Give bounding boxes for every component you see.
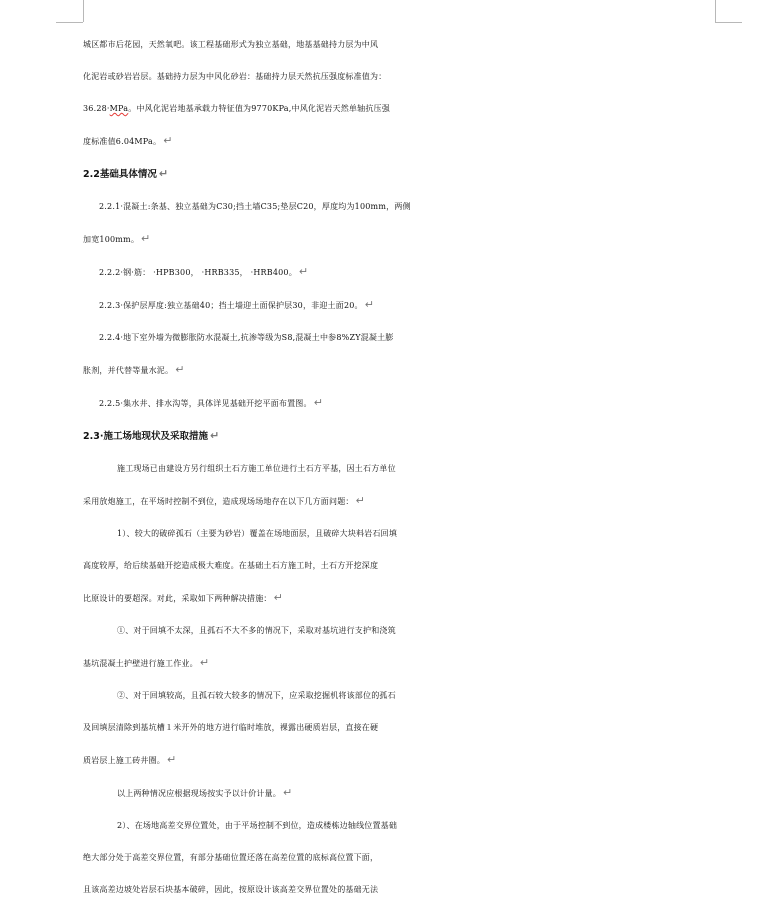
paragraph-mark: ↵ [355,494,366,507]
paragraph-mark: ↵ [364,298,375,311]
paragraph-mark: ↵ [209,429,220,442]
paragraph-mark: ↵ [283,786,293,799]
text-line: 质岩层上施工砖井圈。 ↵ [83,753,177,766]
paragraph-mark: ↵ [158,167,169,180]
paragraph-mark: ↵ [141,232,151,245]
text-line: 比原设计的要超深。对此，采取如下两种解决措施： ↵ [83,591,284,604]
paragraph-mark: ↵ [167,753,177,766]
text-line: 基坑混凝土护壁进行施工作业。 ↵ [83,656,210,669]
crop-mark [83,0,84,22]
text-line: 绝大部分处于高差交界位置，有部分基础位置还落在高差位置的底标高位置下面， [83,853,379,862]
section-heading: 2.3·施工场地现状及采取措施 ↵ [83,429,220,442]
text-line: 采用放炮施工，在平场时控制不到位，造成现场场地存在以下几方面问题： ↵ [83,494,366,507]
text-line: 加宽100mm。 ↵ [83,232,151,245]
text-line: 化泥岩或砂岩岩层。基础持力层为中风化砂岩：基础持力层天然抗压强度标准值为： [83,72,387,81]
paragraph-mark: ↵ [273,591,284,604]
text-line: 高度较厚，给后续基础开挖造成极大难度。在基础土石方施工时，土石方开挖深度 [83,561,379,570]
list-item: 2.2.5·集水井、排水沟等，具体详见基础开挖平面布置图。 ↵ [99,396,324,409]
text-line: 36.28·MPa。中风化泥岩地基承载力特征值为9770KPa,中风化泥岩天然单轴抗压强 [83,104,390,113]
crop-mark [715,0,716,22]
paragraph-mark: ↵ [175,363,185,376]
text-line: 及回填层清除到基坑槽１米开外的地方进行临时堆放，裸露出硬质岩层，直接在硬 [83,723,379,732]
crop-mark [715,22,742,23]
list-item: 2.2.2·钢·筋： ·HPB300， ·HRB335， ·HRB400。 ↵ [99,265,309,278]
text-line: 以上两种情况应根据现场按实予以计价计量。 ↵ [117,786,293,799]
text-line: ②、对于回填较高，且孤石较大较多的情况下，应采取挖掘机将该部位的孤石 [117,691,396,700]
text-line: 且该高差边坡处岩层石块基本破碎，因此，按原设计该高差交界位置处的基础无法 [83,885,379,894]
text-line: ①、对于回填不太深，且孤石不大不多的情况下，采取对基坑进行支护和浇筑 [117,626,396,635]
text-line: 施工现场已由建设方另行组织土石方施工单位进行土石方平基，因土石方单位 [117,464,396,473]
document-body[interactable] [83,29,723,906]
paragraph-mark: ↵ [298,265,309,278]
paragraph-mark: ↵ [199,656,210,669]
list-item: 2.2.4·地下室外墙为微膨胀防水混凝土,抗渗等级为S8,混凝土中参8%ZY混凝土膨 [99,333,394,342]
paragraph-mark: ↵ [163,134,173,147]
paragraph-mark: ↵ [313,396,324,409]
list-item: 2.2.3·保护层厚度:独立基础40；挡土墙迎土面保护层30，非迎土面20。 ↵ [99,298,375,311]
spellcheck-underline[interactable]: MPa [109,104,129,113]
text-line: 城区都市后花园，天然氧吧。该工程基础形式为独立基础，地基基础持力层为中风 [83,40,379,49]
text-line: 度标准值6.04MPa。 ↵ [83,134,173,147]
text-line: 胀剂，并代替等量水泥。 ↵ [83,363,185,376]
text-line: 2）、在场地高差交界位置处，由于平场控制不到位，造成楼栋边轴线位置基础 [117,821,398,830]
section-heading: 2.2基础具体情况 ↵ [83,167,169,180]
crop-mark [56,22,83,23]
text-line: 1）、较大的破碎孤石（主要为砂岩）覆盖在场地面层，且破碎大块料岩石回填 [117,529,398,538]
list-item: 2.2.1·混凝土:条基、独立基础为C30;挡土墙C35;垫层C20，厚度均为100mm，两侧 [99,202,411,211]
